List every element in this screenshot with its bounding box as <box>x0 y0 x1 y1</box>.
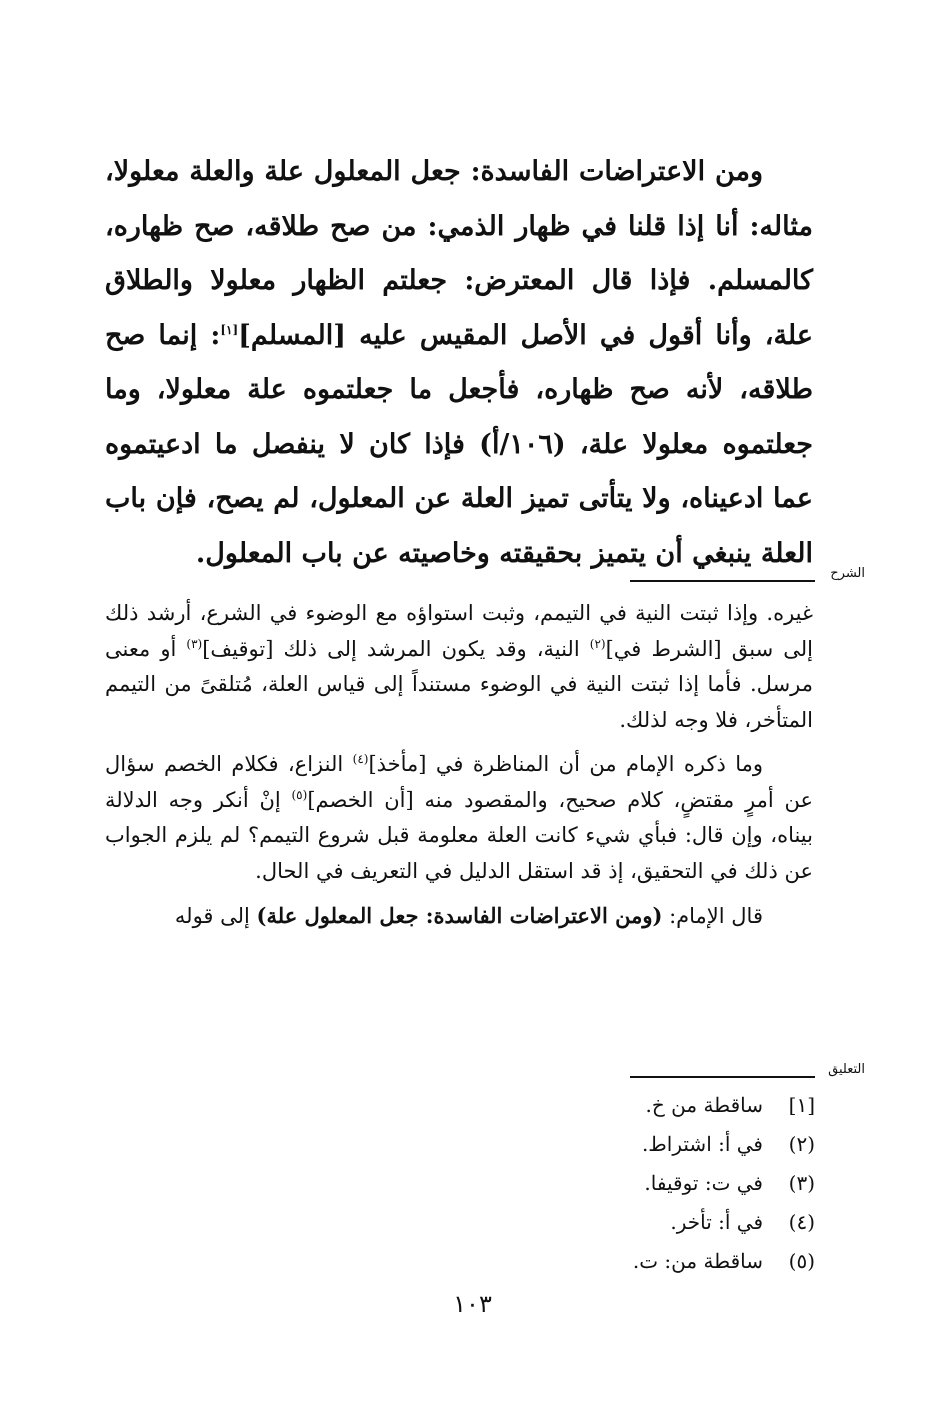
main-text-part-2: : إنما صح طلاقه، لأنه صح ظهاره، فأجعل ما جعلتموه علة معلولا، وما جعلتموه معلولا علة، (١٠٦/أ) فإذا كان لا ينفصل ما ادعيتموه عما ادعيناه، ولا يتأتى تميز العلة عن المعلول، لم يصح، فإن باب العلة ينبغي أن يتميز بحقيقته وخاصيته عن باب المعلول. <box>105 319 813 569</box>
sharh-rule <box>630 580 815 582</box>
footnote-text: ساقطة من: ت. <box>632 1249 763 1273</box>
commentary-paragraph-3 <box>105 898 813 935</box>
notes-rule <box>630 1076 815 1078</box>
commentary <box>105 596 813 944</box>
footnote-text: في أ: تأخر. <box>670 1210 763 1234</box>
footnote-text: في ت: توقيفا. <box>644 1171 763 1195</box>
commentary-text: إنْ أنكر وجه الدلالة بيناه، وإن قال: فبأي شيء كانت العلة معلومة قبل شروع التيمم؟ لم يلزم الجواب عن ذلك في التحقيق، إذ قد استقل الدليل في التعريف في الحال. <box>105 787 813 883</box>
commentary-text: أو معنى مرسل. فأما إذا ثبتت النية في الوضوء مستنداً إلى قياس العلة، مُتلقىً من التيمم المتأخر، فلا وجه لذلك. <box>105 636 813 732</box>
commentary-text: قال الإمام: <box>662 904 763 928</box>
footnote-number: [١] <box>788 1093 815 1117</box>
sharh-label: الشرح <box>830 566 865 581</box>
commentary-paragraph-2 <box>105 747 813 889</box>
footnotes <box>415 1086 815 1281</box>
footnote-text: ساقطة من خ. <box>645 1093 763 1117</box>
commentary-text: وما ذكره الإمام من أن المناظرة في [مأخذ] <box>368 752 763 776</box>
notes-separator <box>0 1062 945 1082</box>
footnote-ref-3: (٣) <box>186 636 203 651</box>
footnote-item <box>415 1086 815 1125</box>
main-text-paragraph <box>105 145 813 581</box>
footnote-ref-5: (٥) <box>291 787 308 802</box>
commentary-text: إلى قوله <box>174 904 257 928</box>
footnote-text: في أ: اشتراط. <box>641 1132 763 1156</box>
commentary-text: غيره. وإذا ثبتت النية في التيمم، وثبت استواؤه مع الوضوء في الشرع، أرشد ذلك إلى سبق [الشرط في] <box>105 601 814 661</box>
commentary-paragraph-1 <box>105 596 813 738</box>
commentary-text: النزاع، فكلام الخصم سؤال عن أمرٍ مقتضٍ، كلام صحيح، والمقصود منه [أن الخصم] <box>105 752 813 812</box>
footnote-ref-2: (٢) <box>589 636 606 651</box>
footnote-item <box>415 1203 815 1242</box>
commentary-text: النية، وقد يكون المرشد إلى ذلك [توقيف] <box>202 636 590 661</box>
footnote-item <box>415 1242 815 1281</box>
footnote-number: (٢) <box>788 1132 815 1156</box>
sharh-separator <box>0 566 945 586</box>
page-number: ١٠٣ <box>453 1290 492 1318</box>
footnote-item <box>415 1164 815 1203</box>
taliq-label: التعليق <box>828 1062 865 1077</box>
footnote-number: (٣) <box>788 1171 815 1195</box>
quoted-matn: (ومن الاعتراضات الفاسدة: جعل المعلول علة) <box>256 903 663 928</box>
main-text-part-1: ومن الاعتراضات الفاسدة: جعل المعلول علة والعلة معلولا، مثاله: أنا إذا قلنا في ظهار الذمي: من صح طلاقه، صح ظهاره، كالمسلم. فإذا قال المعترض: جعلتم الظهار معلولا والطلاق علة، وأنا أقول في الأصل المقيس عليه [المسلم] <box>105 156 813 351</box>
footnote-item <box>415 1125 815 1164</box>
footnote-number: (٤) <box>788 1210 815 1234</box>
main-text <box>105 145 813 581</box>
footnote-number: (٥) <box>788 1249 815 1273</box>
footnote-ref-1: [١] <box>220 322 239 337</box>
footnote-ref-4: (٤) <box>352 752 369 766</box>
